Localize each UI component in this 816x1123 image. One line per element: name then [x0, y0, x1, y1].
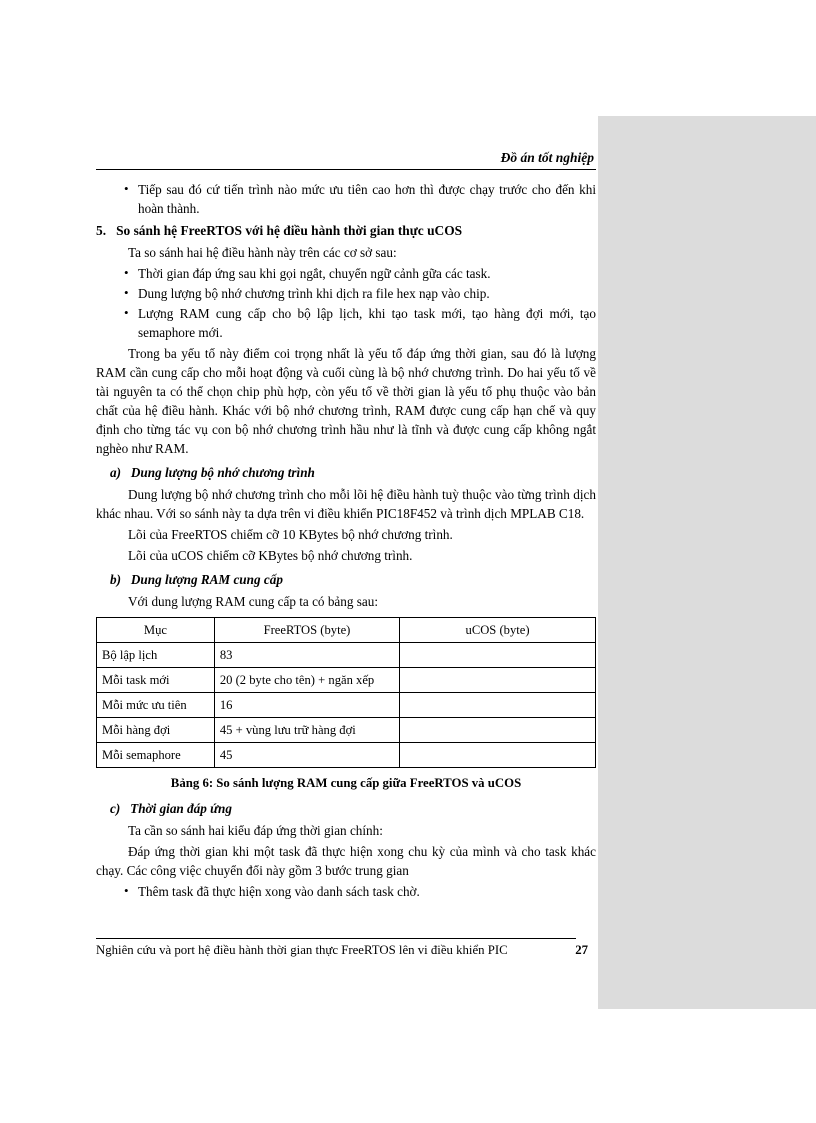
subsection-b-label: b) — [110, 572, 121, 587]
table-header-cell: Mục — [97, 618, 215, 643]
table-header-row — [97, 618, 596, 643]
list-item: • Thời gian đáp ứng sau khi gọi ngắt, chuyển ngữ cảnh gữa các task. — [96, 264, 596, 283]
subsection-c-heading — [96, 799, 596, 818]
list-item: • Lượng RAM cung cấp cho bộ lập lịch, khi tạo task mới, tạo hàng đợi mới, tạo semaphore mới. — [96, 304, 596, 342]
subsection-a-title: Dung lượng bộ nhớ chương trình — [130, 465, 315, 480]
page-content — [96, 150, 596, 903]
table-cell: 20 (2 byte cho tên) + ngăn xếp — [214, 668, 399, 693]
subsection-b-title: Dung lượng RAM cung cấp — [130, 572, 283, 587]
table-cell — [400, 718, 596, 743]
section-lead: Ta so sánh hai hệ điều hành này trên các cơ sở sau: — [128, 245, 397, 260]
table-cell — [400, 743, 596, 768]
criteria-list — [96, 264, 596, 342]
subsection-b-lead: Với dung lượng RAM cung cấp ta có bảng sau: — [128, 594, 379, 609]
subsection-a-paragraph-2: Lõi của FreeRTOS chiếm cỡ 10 KBytes bộ nhớ chương trình. — [128, 527, 453, 542]
section-paragraph: Trong ba yếu tố này điểm coi trọng nhất là yếu tố đáp ứng thời gian, sau đó là lượng RAM cần cung cấp cho mỗi hoạt động và cuối cùng là bộ nhớ chương trình. Do hai yếu tố về tài nguyên ta có thể chọn chip phù hợp, còn yếu tố về thời gian là yếu tố phụ thuộc vào bản chất của hệ điều hành. Khác với bộ nhớ chương trình, RAM được cung cấp hạn chế và quy định cho từng tác vụ con bộ nhớ chương trình hầu như là tĩnh và được cung cấp không ngắt nghèo như RAM. — [96, 346, 596, 456]
section-number: 5. — [96, 223, 107, 238]
table-row — [97, 643, 596, 668]
table-cell: Mỗi semaphore — [97, 743, 215, 768]
table-cell: Mỗi hàng đợi — [97, 718, 215, 743]
table-cell: Mỗi mức ưu tiên — [97, 693, 215, 718]
page-footer — [96, 938, 596, 958]
table-header-cell: FreeRTOS (byte) — [214, 618, 399, 643]
footer-rule — [96, 938, 576, 939]
table-cell: Bộ lập lịch — [97, 643, 215, 668]
table-cell: Mỗi task mới — [97, 668, 215, 693]
table-header-cell: uCOS (byte) — [400, 618, 596, 643]
table-caption: Bảng 6: So sánh lượng RAM cung cấp giữa FreeRTOS và uCOS — [170, 776, 522, 790]
table-cell — [400, 643, 596, 668]
subsection-c-paragraph-2: Đáp ứng thời gian khi một task đã thực hiện xong chu kỳ của mình và cho task khác chạy. Các công việc chuyển đổi này gồm 3 bước trung gian — [96, 844, 596, 878]
table-row — [97, 693, 596, 718]
table-row — [97, 743, 596, 768]
table-cell — [400, 668, 596, 693]
subsection-c-paragraph-1: Ta cần so sánh hai kiểu đáp ứng thời gian chính: — [128, 823, 383, 838]
list-item: • Dung lượng bộ nhớ chương trình khi dịch ra file hex nạp vào chip. — [96, 284, 596, 303]
table-cell — [400, 693, 596, 718]
subsection-a-paragraph-1: Dung lượng bộ nhớ chương trình cho mỗi lõi hệ điều hành tuỳ thuộc vào từng trình dịch khác nhau. Với so sánh này ta dựa trên vi điều khiển PIC18F452 và trình dịch MPLAB C18. — [96, 487, 596, 521]
footer-row — [96, 943, 596, 958]
ram-comparison-table — [96, 617, 596, 768]
subsection-c-label: c) — [110, 801, 121, 816]
subsection-b-heading — [96, 570, 596, 589]
running-header: Đồ án tốt nghiệp — [500, 150, 594, 165]
table-cell: 83 — [214, 643, 399, 668]
table-cell: 45 — [214, 743, 399, 768]
subsection-c-title: Thời gian đáp ứng — [130, 801, 232, 816]
section-title: So sánh hệ FreeRTOS với hệ điều hành thời gian thực uCOS — [116, 223, 463, 238]
section-heading — [96, 221, 596, 240]
top-bullet-list — [96, 180, 596, 218]
header-rule — [96, 169, 596, 170]
table-row — [97, 668, 596, 693]
subsection-a-paragraph-3: Lõi của uCOS chiếm cỡ KBytes bộ nhớ chương trình. — [128, 548, 413, 563]
table-cell: 16 — [214, 693, 399, 718]
subsection-a-heading — [96, 463, 596, 482]
list-item: • Tiếp sau đó cứ tiến trình nào mức ưu tiên cao hơn thì được chạy trước cho đến khi hoàn thành. — [96, 180, 596, 218]
subsection-c-bullet-list — [96, 882, 596, 901]
footer-text: Nghiên cứu và port hệ điều hành thời gian thực FreeRTOS lên vi điều khiển PIC — [96, 943, 508, 957]
table-cell: 45 + vùng lưu trữ hàng đợi — [214, 718, 399, 743]
list-item: • Thêm task đã thực hiện xong vào danh sách task chờ. — [96, 882, 596, 901]
subsection-a-label: a) — [110, 465, 121, 480]
page-number: 27 — [575, 943, 588, 957]
table-row — [97, 718, 596, 743]
scan-edge-band — [598, 116, 816, 1009]
